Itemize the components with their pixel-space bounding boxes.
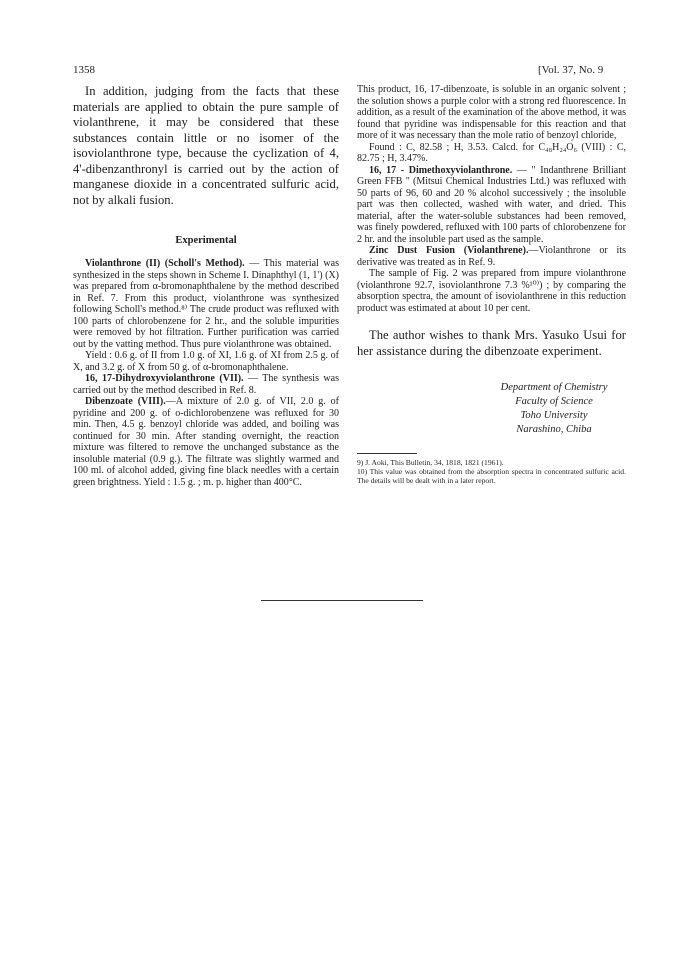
zinc-fusion-paragraph — [357, 245, 626, 268]
affiliation-university: Toho University — [520, 410, 588, 421]
volume-label: [Vol. 37, No. 9 — [538, 64, 604, 76]
violanthrone-text: — This material was synthesized in the steps shown in Scheme I. Dinaphthyl (1, 1') (X) was prepared from α-bromonaphthalene by the method described in Ref. 7. From this product, violanthrone was synthesized following Scholl's method.⁸⁾ The crude product was refluxed with 100 parts of chlorobenzene for 2 hr., and the soluble impurities were removed by hot filtration. Further purification was carried out by the vatting method. Thus pure violanthrone was obtained. — [73, 258, 339, 350]
dihydroxy-text: — The synthesis was carried out by the method described in Ref. 8. — [73, 373, 339, 396]
zinc-fusion-text: —Violanthrone or its derivative was treated as in Ref. 9. — [357, 245, 626, 268]
dibenzoate-text: —A mixture of 2.0 g. of VII, 2.0 g. of pyridine and 200 g. of o-dichlorobenzene was refluxed for 30 min. Then, 4.5 g. benzoyl chloride was added, and boiling was continued for 30 min. After standing overnight, the reaction mixture was filtered to remove the unchanged substance as the insoluble material (0.9 g.). The filtrate was slightly warmed and 100 ml. of alcohol added, giving fine black needles with a certain green brightness. Yield : 1.5 g. ; m. p. higher than 400°C. — [73, 396, 339, 488]
footnote-10: 10) This value was obtained from the absorption spectra in concentrated sulfuric acid. The details will be dealt with in a later report. — [357, 467, 626, 485]
dibenzoate-paragraph — [73, 396, 339, 488]
dimethoxy-title: 16, 17 - Dimethoxyviolanthrone. — [369, 164, 513, 176]
dihydroxy-title: 16, 17-Dihydroxyviolanthrone (VII). — [85, 373, 244, 384]
elemental-analysis: Found : C, 82.58 ; H, 3.53. Calcd. for C₄₈H₂₄O₆ (VIII) : C, 82.75 ; H, 3.47%. — [357, 141, 626, 164]
violanthrone-yield: Yield : 0.6 g. of II from 1.0 g. of XI, 1.6 g. of XI from 2.5 g. of X, and 3.2 g. of X from 50 g. of α-bromonaphthalene. — [73, 350, 339, 373]
intro-paragraph: In addition, judging from the facts that these materials are applied to obtain the pure sample of violanthrene, it may be considered that these substances contain little or no isomer of the isoviolanthrone type, because the cyclization of 4, 4'-dibenzanthronyl is carried out by the action of manganese dioxide in a concentrated sulfuric acid, not by alkali fusion. — [73, 84, 339, 207]
dibenzoate-continued: This product, 16, 17-dibenzoate, is soluble in an organic solvent ; the solution shows a purple color with a strong red fluorescence. In addition, as a result of the examination of the above method, it was found that pyridine was indispensable for this reaction and that more of it was necessary than the mole ratio of benzoyl chloride, — [357, 84, 626, 141]
dihydroxy-paragraph — [73, 373, 339, 396]
dimethoxy-paragraph — [357, 165, 626, 246]
affiliation-department: Department of Chemistry — [500, 382, 608, 393]
page-number: 1358 — [73, 64, 95, 76]
affiliation-block — [482, 381, 626, 437]
left-column — [73, 84, 339, 488]
footnote-9: 9) J. Aoki, This Bulletin, 34, 1818, 1821 (1961). — [357, 458, 504, 467]
dibenzoate-title: Dibenzoate (VIII). — [85, 396, 166, 407]
violanthrone-paragraph — [73, 258, 339, 350]
footnote-rule — [357, 453, 417, 454]
dimethoxy-text: — " Indanthrene Brilliant Green FFB " (Mitsui Chemical Industries Ltd.) was refluxed with 50 parts of 96, 60 and 20 % alcohol successively ; the insoluble part was then collected, washed with water, and dried. This material, after the water-soluble substances had been removed, was finely powdered, refluxed with 100 parts of chlorobenzene for 2 hr. and the insoluble part used as the sample. — [357, 164, 626, 245]
affiliation-faculty: Faculty of Science — [515, 396, 593, 407]
right-column — [357, 84, 626, 485]
zinc-fusion-title: Zinc Dust Fusion (Violanthrene). — [369, 245, 529, 256]
fig2-paragraph: The sample of Fig. 2 was prepared from impure violanthrone (violanthrone 92.7, isoviolanthrone 7.3 %¹⁰⁾) ; by comparing the absorption spectra, the amount of isoviolanthrene in this reduction product was estimated at about 10 per cent. — [357, 268, 626, 314]
end-of-article-rule — [261, 600, 423, 601]
acknowledgement: The author wishes to thank Mrs. Yasuko Usui for her assistance during the dibenzoate experiment. — [357, 328, 626, 358]
affiliation-city: Narashino, Chiba — [516, 424, 592, 435]
violanthrone-title: Violanthrone (II) (Scholl's Method). — [85, 258, 245, 269]
experimental-heading: Experimental — [175, 235, 237, 246]
